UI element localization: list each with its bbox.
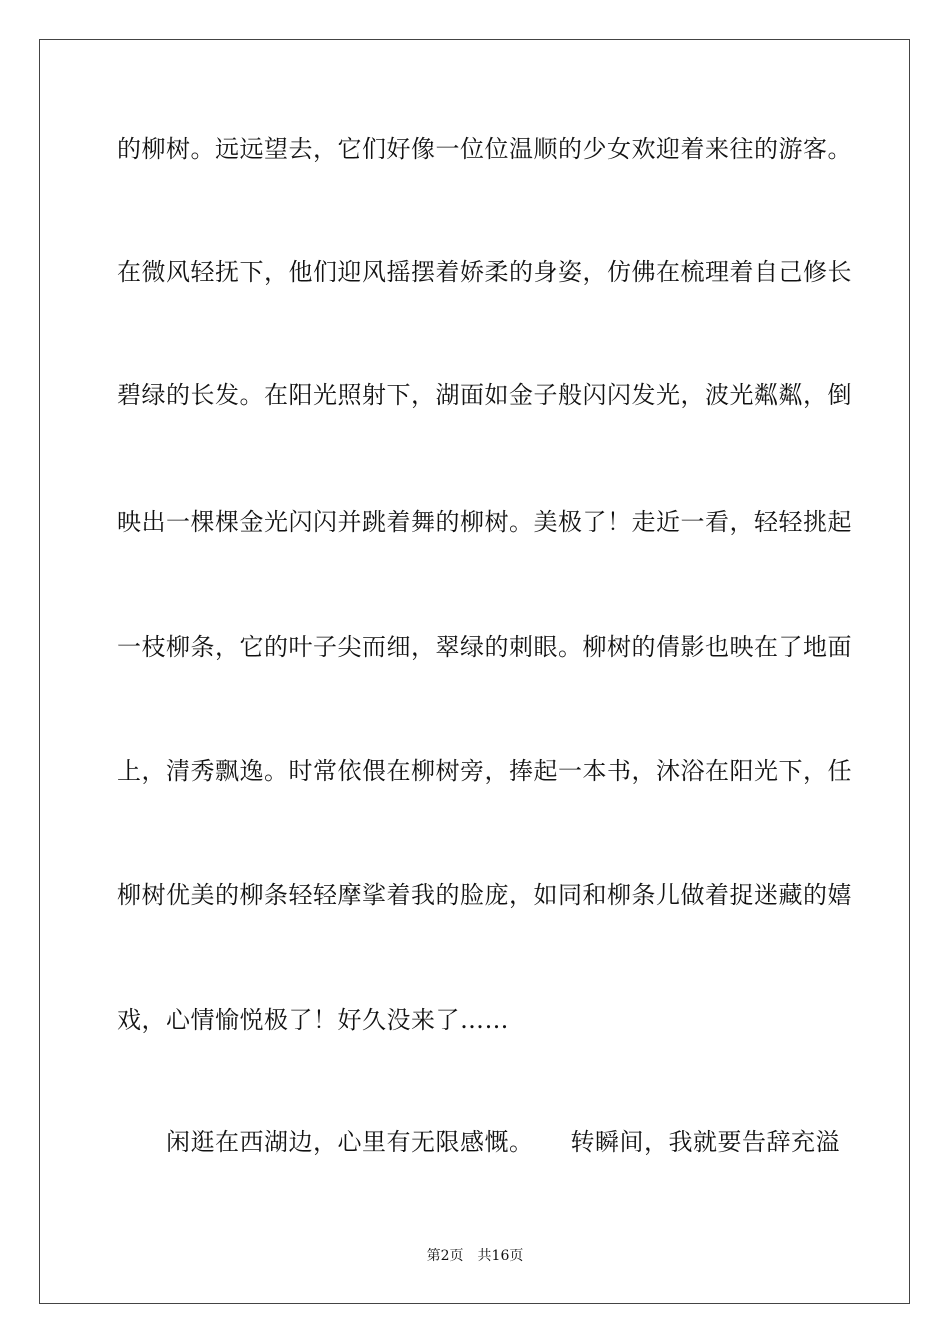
text-line: 上，清秀飘逸。时常依偎在柳树旁，捧起一本书，沐浴在阳光下，任 bbox=[117, 757, 852, 785]
page-border bbox=[39, 39, 910, 1304]
page-footer bbox=[0, 1247, 950, 1265]
paragraph-start-line: 闲逛在西湖边，心里有无限感慨。 转瞬间，我就要告辞充溢 bbox=[166, 1128, 840, 1156]
text-line: 戏，心情愉悦极了！好久没来了…… bbox=[117, 1006, 509, 1034]
text-line: 碧绿的长发。在阳光照射下，湖面如金子般闪闪发光，波光粼粼，倒 bbox=[117, 381, 852, 409]
page-number: 第2页 共16页 bbox=[426, 1248, 524, 1264]
text-line: 柳树优美的柳条轻轻摩挲着我的脸庞，如同和柳条儿做着捉迷藏的嬉 bbox=[117, 881, 852, 909]
text-line: 在微风轻抚下，他们迎风摇摆着娇柔的身姿，仿佛在梳理着自己修长 bbox=[117, 258, 852, 286]
text-line: 的柳树。远远望去，它们好像一位位温顺的少女欢迎着来往的游客。 bbox=[117, 135, 852, 163]
text-line: 映出一棵棵金光闪闪并跳着舞的柳树。美极了！走近一看，轻轻挑起 bbox=[117, 508, 852, 536]
text-line: 一枝柳条，它的叶子尖而细，翠绿的刺眼。柳树的倩影也映在了地面 bbox=[117, 633, 852, 661]
